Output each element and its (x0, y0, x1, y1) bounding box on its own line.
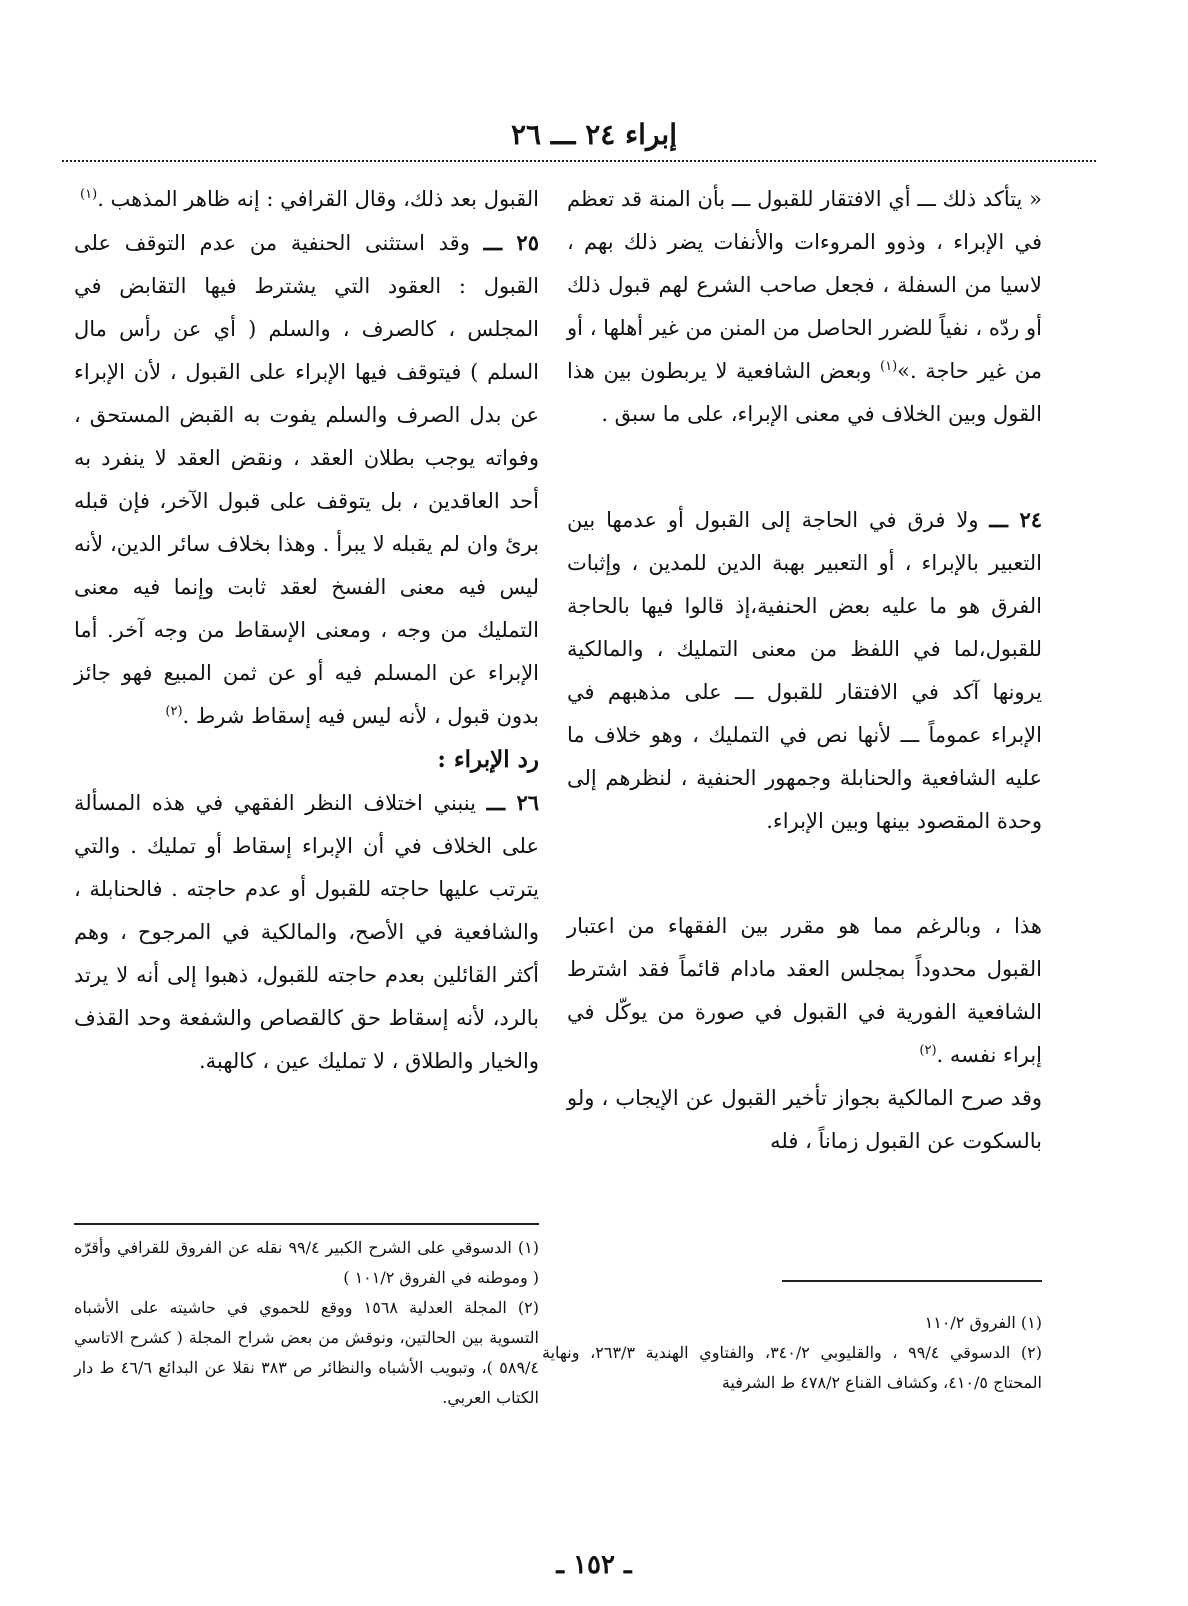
paragraph-26 (74, 781, 539, 1083)
footnotes-left (74, 1233, 539, 1413)
right-column (567, 178, 1042, 1163)
paragraph-text: وبعض الشافعية لا يربطون بين هذا القول وبين الخلاف في معنى الإبراء، على ما سبق . (567, 359, 1042, 426)
footnote-ref: (٢) (165, 704, 183, 719)
paragraph-24 (567, 498, 1042, 843)
page-header: إبراء ٢٤ ـــ ٢٦ (511, 118, 677, 151)
footnote: (٢) الدسوقي ٩٩/٤ ، والقليوبي ٣٤٠/٢، والفتاوي الهندية ٢٦٣/٣، ونهاية المحتاج ٤١٠/٥، وكشاف القناع ٤٧٨/٢ ط الشرفية (542, 1343, 1043, 1392)
paragraph-malikiyya: وقد صرح المالكية بجواز تأخير القبول عن الإيجاب ، ولو بالسكوت عن القبول زماناً ، فله (567, 1086, 1042, 1153)
section-heading: رد الإبراء : (437, 746, 539, 773)
paragraph-text: وقد استثنى الحنفية من عدم التوقف على القبول : العقود التي يشترط فيها التقابض في المجلس ، كالصرف ، والسلم ( أي عن رأس مال السلم ) فيتوقف فيها الإبراء على القبول ، لأن الإبراء عن بدل الصرف والسلم يفوت به القبض المستحق ، وفواته يوجب بطلان العقد ، ونقض العقد لا ينفرد به أحد العاقدين ، بل يتوقف على قبول الآخر، فإن قبله برئ وان لم يقبله لا يبرأ . وهذا بخلاف سائر الدين، لأنه ليس فيه معنى الفسخ لعقد ثابت وإنما فيه معنى التمليك من وجه ، ومعنى الإسقاط من وجه آخر. أما الإبراء عن المسلم فيه أو عن ثمن المبيع فهو جائز بدون قبول ، لأنه ليس فيه إسقاط شرط . (74, 231, 539, 728)
footnote: (٢) المجلة العدلية ١٥٦٨ ووقع للحموي في حاشيته على الأشباه التسوية بين الحالتين، ونوقش من بعض شراح المجلة ( كشرح الاتاسي ٥٨٩/٤ )، وتبويب الأشباه والنظائر ص ٣٨٣ نقلا عن البدائع ٤٦/٦ ط دار الكتاب العربي. (74, 1298, 540, 1407)
paragraph-continuation (74, 178, 539, 221)
paragraph-number: ٢٦ ـــ (486, 790, 539, 815)
paragraph-number: ٢٤ ـــ (989, 507, 1042, 532)
header-divider (62, 160, 1096, 162)
paragraph-text: « يتأكد ذلك ـــ أي الافتقار للقبول ـــ بأن المنة قد تعظم في الإبراء ، وذوو المروءات والأنفات يضر ذلك بهم ، لاسيا من السفلة ، فجعل صاحب الشرع لهم قبول ذلك أو ردّه ، نفياً للضرر الحاصل من المنن من غير أهلها ، أو من غير حاجة .» (567, 187, 1043, 383)
footnote: (١) الدسوقي على الشرح الكبير ٩٩/٤ نقله عن الفروق للقرافي وأقرّه ( وموطنه في الفروق ١٠١/٢ ) (74, 1238, 539, 1287)
footnotes-right (542, 1308, 1042, 1398)
footnote-divider-left (74, 1223, 539, 1225)
paragraph-quote (567, 178, 1042, 436)
left-column (74, 178, 539, 1083)
footnote-ref: (٢) (919, 1043, 937, 1058)
page-number: ـ ١٥٢ ـ (556, 1550, 632, 1580)
footnote-ref: (١) (80, 187, 98, 202)
paragraph-hatha (567, 905, 1042, 1077)
paragraph-25 (74, 221, 539, 738)
paragraph-text: ينبني اختلاف النظر الفقهي في هذه المسألة على الخلاف في أن الإبراء إسقاط أو تمليك . والتي يترتب عليها حاجته للقبول أو عدم حاجته . فالحنابلة ، والشافعية في الأصح، والمالكية في المرجوح ، وهم أكثر القائلين بعدم حاجته للقبول، ذهبوا إلى أنه لا يرتد بالرد، لأنه إسقاط حق كالقصاص والشفعة وحد القذف والخيار والطلاق ، لا تمليك عين ، كالهبة. (74, 791, 539, 1073)
footnote-ref: (١) (880, 359, 898, 374)
paragraph-text: القبول بعد ذلك، وقال القرافي : إنه ظاهر المذهب . (97, 187, 539, 211)
paragraph-text: هذا ، وبالرغم مما هو مقرر بين الفقهاء من اعتبار القبول محدوداً بمجلس العقد مادام قائماً فقد اشترط الشافعية الفورية في القبول في صورة من يوكّل في إبراء نفسه . (567, 914, 1042, 1067)
footnote-divider-right (782, 1280, 1042, 1282)
paragraph-number: ٢٥ ـــ (483, 230, 539, 255)
footnote: (١) الفروق ١١٠/٢ (924, 1313, 1042, 1332)
paragraph-text: ولا فرق في الحاجة إلى القبول أو عدمها بين التعبير بالإبراء ، أو التعبير بهبة الدين للمدين ، وإثبات الفرق هو ما عليه بعض الحنفية،إذ قالوا فيها بالحاجة للقبول،لما في اللفظ من معنى التمليك ، والمالكية يرونها آكد في الافتقار للقبول ـــ على مذهبهم في الإبراء عموماً ـــ لأنها نص في التمليك ، وهو خلاف ما عليه الشافعية والحنابلة وجمهور الحنفية ، لنظرهم إلى وحدة المقصود بينها وبين الإبراء. (567, 508, 1042, 833)
